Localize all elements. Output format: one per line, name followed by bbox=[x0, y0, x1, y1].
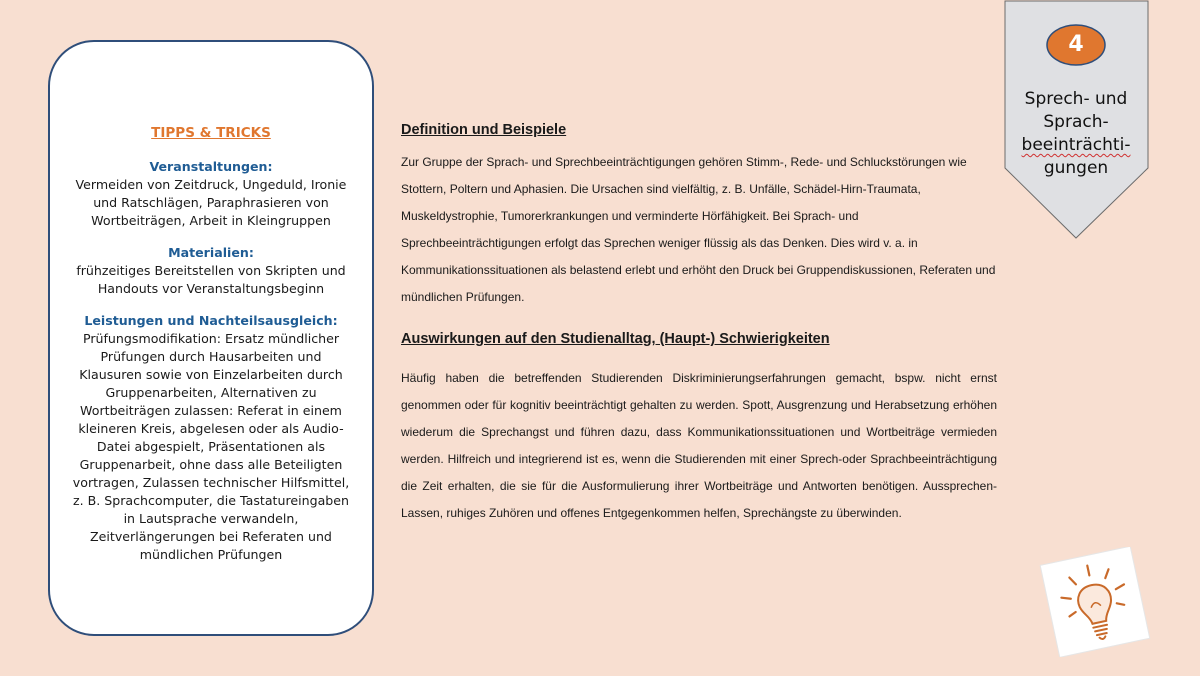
tips-heading: Veranstaltungen: bbox=[149, 159, 273, 174]
main-content bbox=[401, 122, 997, 527]
lightbulb-icon bbox=[1035, 547, 1153, 657]
tips-section-performance bbox=[68, 312, 354, 564]
tips-heading: Leistungen und Nachteilsausgleich: bbox=[84, 313, 338, 328]
tips-text: frühzeitiges Bereitstellen von Skripten und Handouts vor Veranstaltungsbeginn bbox=[76, 263, 346, 296]
badge-number: 4 bbox=[1068, 32, 1084, 57]
tips-text: Vermeiden von Zeitdruck, Ungeduld, Ironie und Ratschlägen, Paraphrasieren von Wortbeiträgen, Arbeit in Kleingruppen bbox=[75, 177, 347, 228]
badge-title-line: beeinträchti- bbox=[1021, 135, 1131, 155]
effects-heading: Auswirkungen auf den Studienalltag, (Haupt-) Schwierigkeiten bbox=[401, 331, 830, 347]
badge-title-line: Sprech- und bbox=[1024, 89, 1128, 109]
tips-text: Prüfungsmodifikation: Ersatz mündlicher Prüfungen durch Hausarbeiten und Klausuren sowie von Einzelarbeiten durch Gruppenarbeiten, Alternativen zu Wortbeiträgen zulassen: Referat in einem kleineren Kreis, abgelesen oder als Audio-Datei abgespielt, Präsentationen als Gruppenarbeit, ohne dass alle Beteiligten vortragen, Zulassen technischer Hilfsmittel, z. B. Sprachcomputer, die Tastatureingaben in Lautsprache verwandeln, Zeitverlängerungen bei Referaten und mündlichen Prüfungen bbox=[72, 331, 350, 562]
definition-heading: Definition und Beispiele bbox=[401, 122, 567, 138]
definition-paragraph: Zur Gruppe der Sprach- und Sprechbeeinträchtigungen gehören Stimm-, Rede- und Schluckstörungen wie Stottern, Poltern und Aphasien. Die Ursachen sind vielfältig, z. B. Unfälle, Schädel-Hirn-Traumata, Muskeldystrophie, Tumorerkrankungen und verminderte Hörfähigkeit. Bei Sprach- und Sprechbeeinträchtigungen erfolgt das Sprechen weniger flüssig als das Denken. Dies wird v. a. in Kommunikationssituationen als belastend erlebt und erhöht den Druck bei Gruppendiskussionen, Referaten und mündlichen Prüfungen. bbox=[401, 155, 996, 304]
lightbulb-note bbox=[1035, 547, 1153, 657]
effects-paragraph: Häufig haben die betreffenden Studierenden Diskriminierungserfahrungen gemacht, bspw. nicht ernst genommen oder für kognitiv beeinträchtigt gehalten zu werden. Spott, Ausgrenzung und Herabsetzung erhöhen wiederum die Sprechangst und führen dazu, dass Kommunikationssituationen und Wortbeiträge vermieden werden. Hilfreich und integrierend ist es, wenn die Studierenden mit einer Sprech-oder Sprachbeeinträchtigung die Zeit erhalten, die sie für die Ausformulierung ihrer Wortbeiträge und Antworten benötigen. Aussprechen-Lassen, ruhiges Zuhören und offenes Entgegenkommen helfen, Sprechängste zu überwinden. bbox=[401, 371, 997, 520]
tips-section-events bbox=[68, 158, 354, 230]
tips-heading: Materialien: bbox=[168, 245, 254, 260]
chapter-badge bbox=[1004, 0, 1194, 240]
badge-title-line: gungen bbox=[1043, 158, 1109, 178]
badge-title-line: Sprach- bbox=[1043, 112, 1109, 132]
badge-title bbox=[1010, 88, 1142, 180]
tips-card bbox=[48, 40, 374, 636]
tips-section-materials bbox=[68, 244, 354, 298]
tips-title: TIPPS & TRICKS bbox=[151, 125, 271, 141]
